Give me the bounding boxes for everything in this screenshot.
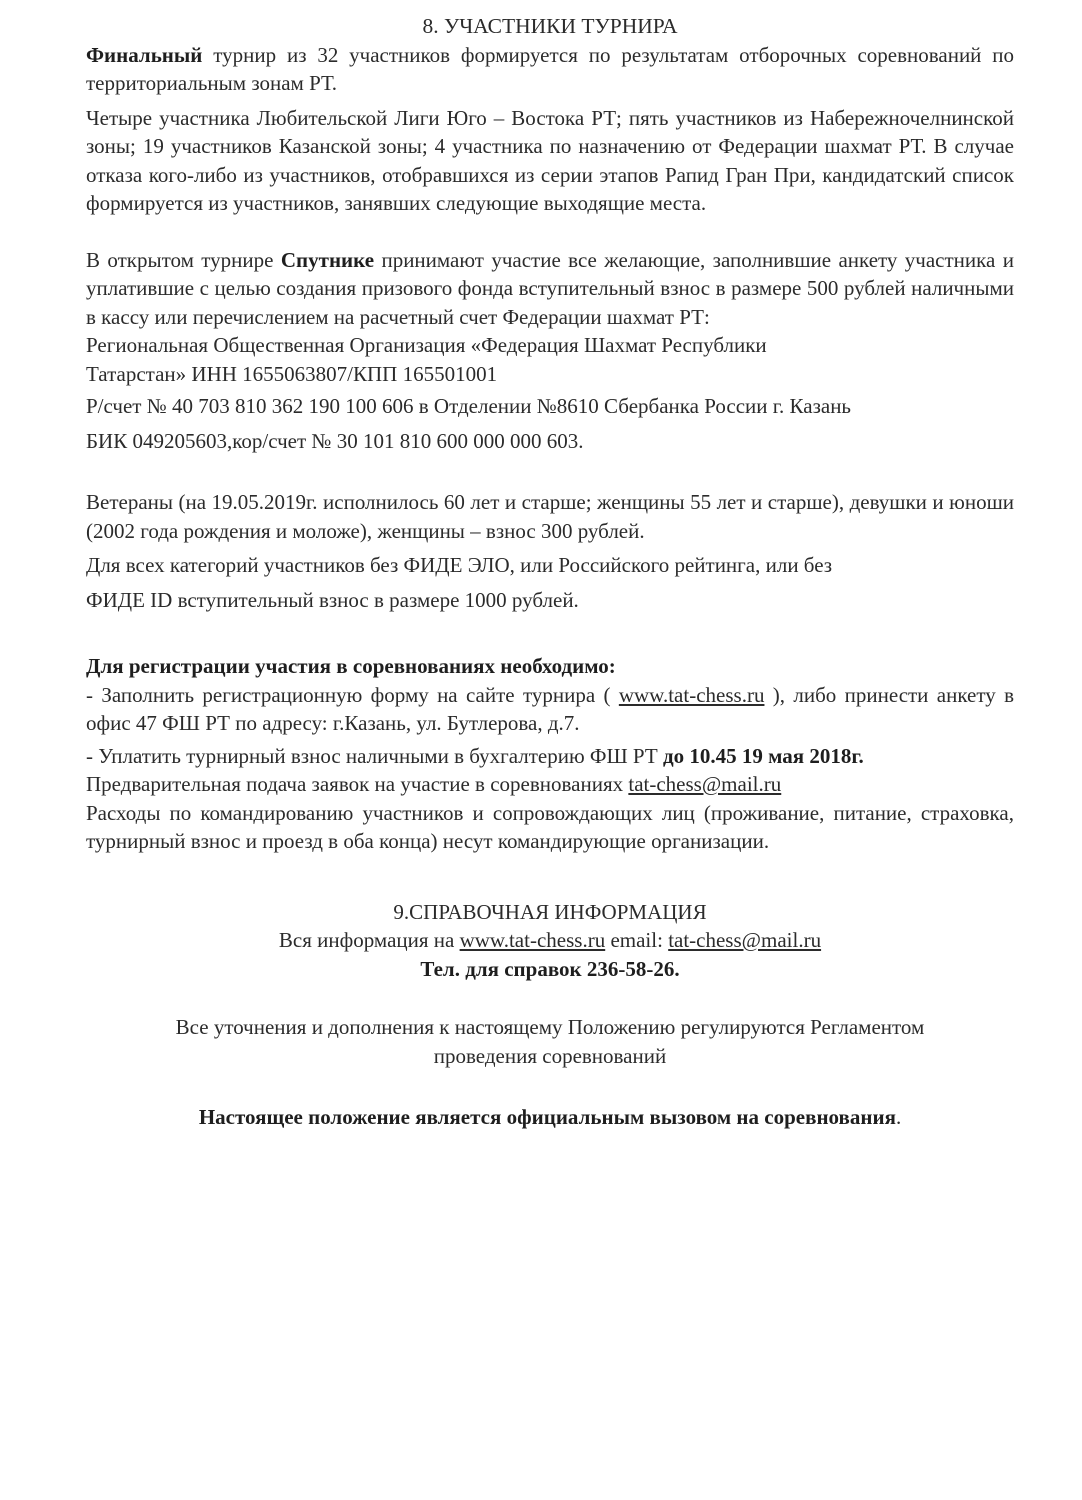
reg-item1-post: ), либо принести анкету в офис 47 ФШ РТ по адресу: г.Казань, ул. Бутлерова, д.7. [86, 682, 1014, 735]
org-line-1: Региональная Общественная Организация «Федерация Шахмат Республики [86, 333, 767, 357]
organization-name [86, 331, 1014, 388]
registration-heading-text: Для регистрации участия в соревнованиях необходимо: [86, 654, 616, 678]
info-email-link[interactable]: tat-chess@mail.ru [668, 928, 822, 952]
official-tail: . [895, 1105, 902, 1129]
expenses-paragraph: Расходы по командированию участников и сопровождающих лиц (проживание, питание, страховка, турнирный взнос и проезд в оба конца) несут командирующие организации. [86, 800, 1014, 853]
registration-heading [86, 652, 1014, 681]
section-9-title: 9.СПРАВОЧНАЯ ИНФОРМАЦИЯ [393, 899, 707, 924]
registration-item-1 [86, 681, 1014, 738]
open-pre: В открытом турнире [86, 247, 281, 272]
clarifications-paragraph [86, 1013, 1014, 1070]
prelim-pre: Предварительная подача заявок на участие в соревнованиях [86, 772, 629, 796]
info-pre: Вся информация на [278, 928, 460, 952]
application-email-link[interactable]: tat-chess@mail.ru [628, 772, 782, 796]
no-fide-line-1: Для всех категорий участников без ФИДЕ ЭЛО, или Российского рейтинга, или без [86, 553, 833, 577]
final-bold: Финальный [86, 42, 203, 67]
tournament-site-link[interactable]: www.tat-chess.ru [618, 682, 765, 707]
participants-paragraph: Четыре участника Любительской Лиги Юго – Востока РТ; пять участников из Набережночелнинской зоны; 19 участников Казанской зоны; 4 участника по назначению от Федерации шахмат РТ. В случае отказа кого-либо из участников, отобравшихся из серии этапов Рапид Гран При, кандидатский список формируется из участников, занявших следующие выходящие места. [86, 105, 1014, 215]
org-line-2: Татарстан» ИНН 1655063807/КПП 165501001 [86, 361, 498, 386]
phone-line [86, 955, 1014, 984]
clarify-line-1: Все уточнения и дополнения к настоящему Положению регулируются Регламентом [175, 1015, 925, 1039]
reg-item2-pre: - Уплатить турнирный взнос наличными в бухгалтерию ФШ РТ [86, 743, 663, 768]
open-tournament-paragraph [86, 246, 1014, 332]
no-fide-paragraph [86, 551, 1014, 614]
bank-account-line: Р/счет № 40 703 810 362 190 100 606 в Отделении №8610 Сбербанка России г. Казань [86, 394, 852, 418]
official-call-line [86, 1103, 1014, 1132]
deadline-bold: до 10.45 19 мая 2018г. [662, 743, 864, 768]
final-tournament-paragraph [86, 41, 1014, 98]
no-fide-line-2: ФИДЕ ID вступительный взнос в размере 1000 рублей. [86, 587, 579, 612]
sputnik-bold: Спутнике [280, 247, 375, 272]
section-8-title: 8. УЧАСТНИКИ ТУРНИРА [422, 14, 678, 38]
preliminary-application-line [86, 770, 1014, 799]
open-rest: принимают участие все желающие, заполнившие анкету участника и уплатившие с целью создания призового фонда вступительный взнос в размере 500 рублей наличными в кассу или перечислением на расчетный счет Федерации шахмат РТ: [86, 247, 1014, 329]
bik-line: БИК 049205603,кор/счет № 30 101 810 600 000 000 603. [86, 428, 584, 453]
info-site-link[interactable]: www.tat-chess.ru [459, 928, 606, 952]
phone-bold: Тел. для справок 236-58-26. [420, 956, 680, 981]
reg-item1-pre: - Заполнить регистрационную форму на сайте турнира ( [86, 682, 619, 707]
official-bold: Настоящее положение является официальным вызовом на соревнования [198, 1105, 896, 1129]
registration-item-2 [86, 742, 1014, 771]
info-line [86, 926, 1014, 955]
clarify-line-2: проведения соревнований [433, 1043, 667, 1068]
veterans-paragraph: Ветераны (на 19.05.2019г. исполнилось 60 лет и старше; женщины 55 лет и старше), девушки и юноши (2002 года рождения и моложе), женщины – взнос 300 рублей. [86, 490, 1014, 543]
final-text: турнир из 32 участников формируется по результатам отборочных соревнований по территориальным зонам РТ. [86, 42, 1014, 95]
info-mid: email: [605, 928, 669, 952]
